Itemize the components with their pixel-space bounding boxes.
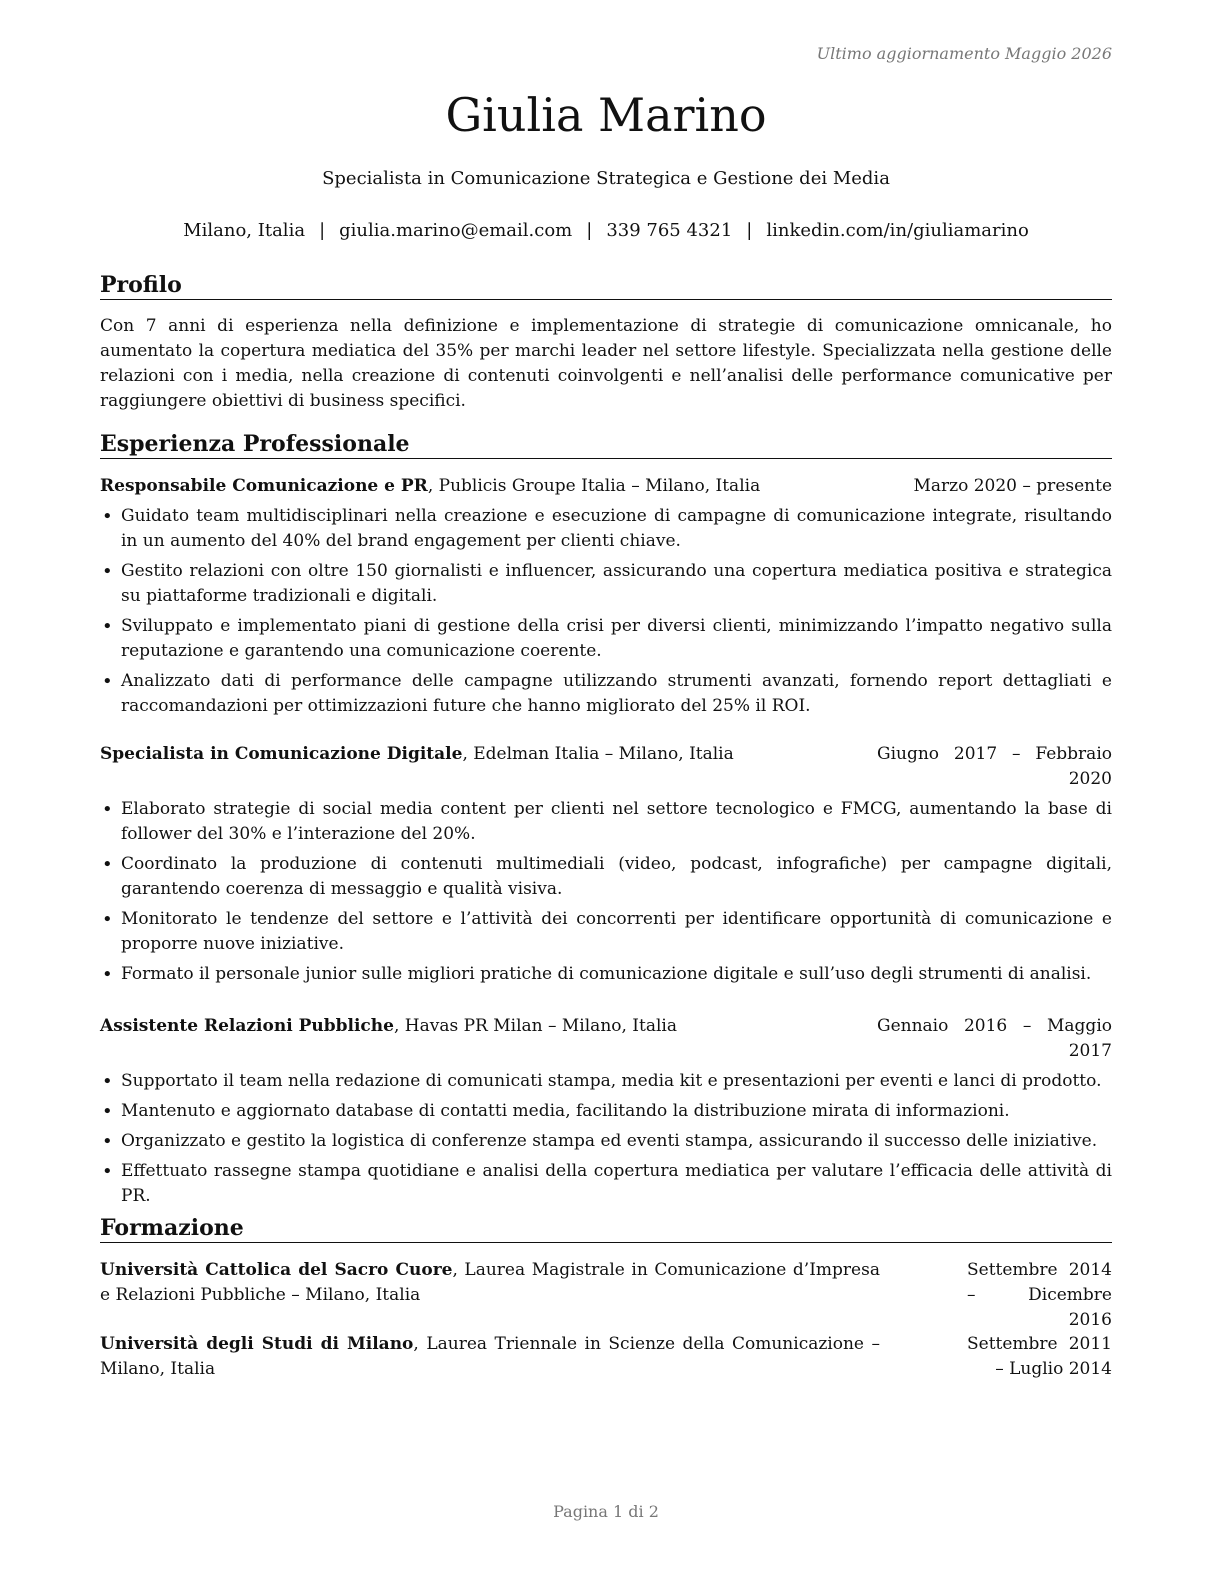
job-bullets	[100, 797, 1112, 992]
job-company: , Havas PR Milan – Milano, Italia	[393, 1016, 678, 1036]
job-company: , Edelman Italia – Milano, Italia	[462, 744, 734, 764]
contact-separator: |	[746, 220, 753, 241]
list-item: • Organizzato e gestito la logistica di conferenze stampa ed eventi stampa, assicurando il successo delle iniziative.	[100, 1129, 1112, 1154]
contact-email[interactable]: giulia.marino@email.com	[339, 220, 573, 241]
list-item: • Monitorato le tendenze del settore e l’attività dei concorrenti per identificare opportunità di comunicazione e proporre nuove iniziative.	[100, 907, 1112, 957]
contact-phone[interactable]: 339 765 4321	[606, 220, 733, 241]
page-number: Pagina 1 di 2	[553, 1502, 659, 1521]
education-dates: Settembre 2011 – Luglio 2014	[967, 1334, 1112, 1379]
job-role: Specialista in Comunicazione Digitale	[100, 744, 463, 764]
candidate-subtitle: Specialista in Comunicazione Strategica e Gestione dei Media	[322, 168, 890, 189]
list-item: • Supportato il team nella redazione di comunicati stampa, media kit e presentazioni per eventi e lanci di prodotto.	[100, 1069, 1112, 1094]
last-updated: Ultimo aggiornamento Maggio 2026	[816, 44, 1112, 63]
list-item: • Coordinato la produzione di contenuti multimediali (video, podcast, infografiche) per campagne digitali, garantendo coerenza di messaggio e qualità visiva.	[100, 852, 1112, 902]
list-item: • Guidato team multidisciplinari nella creazione e esecuzione di campagne di comunicazione integrate, risultando in un aumento del 40% del brand engagement per clienti chiave.	[100, 504, 1112, 554]
list-item: • Effettuato rassegne stampa quotidiane e analisi della copertura mediatica per valutare l’efficacia delle attività di PR.	[100, 1159, 1112, 1209]
candidate-name: Giulia Marino	[445, 88, 767, 142]
list-item: • Gestito relazioni con oltre 150 giornalisti e influencer, assicurando una copertura mediatica positiva e strategica su piattaforme tradizionali e digitali.	[100, 559, 1112, 609]
list-item: • Elaborato strategie di social media content per clienti nel settore tecnologico e FMCG, aumentando la base di follower del 30% e l’interazione del 20%.	[100, 797, 1112, 847]
education-school: Università Cattolica del Sacro Cuore	[100, 1260, 453, 1280]
job-role: Assistente Relazioni Pubbliche	[100, 1016, 394, 1036]
contact-separator: |	[586, 220, 593, 241]
job-bullets	[100, 504, 1112, 724]
resume-page	[100, 0, 1112, 1584]
contact-linkedin[interactable]: linkedin.com/in/giuliamarino	[766, 220, 1029, 241]
list-item: • Mantenuto e aggiornato database di contatti media, facilitando la distribuzione mirata di informazioni.	[100, 1099, 1112, 1124]
list-item: • Sviluppato e implementato piani di gestione della crisi per diversi clienti, minimizzando l’impatto negativo sulla reputazione e garantendo una comunicazione coerente.	[100, 614, 1112, 664]
section-title-education: Formazione	[100, 1215, 1112, 1243]
job-dates: Giugno 2017 – Febbraio 2020	[877, 744, 1112, 789]
education-dates: Settembre 2014 – Dicembre 2016	[967, 1260, 1112, 1330]
section-title-experience: Esperienza Professionale	[100, 431, 1112, 459]
list-item: • Analizzato dati di performance delle campagne utilizzando strumenti avanzati, fornendo report dettagliati e raccomandazioni per ottimizzazioni future che hanno migliorato del 25% il ROI.	[100, 669, 1112, 719]
job-bullets	[100, 1069, 1112, 1214]
job-dates: Marzo 2020 – presente	[913, 476, 1112, 496]
job-dates: Gennaio 2016 – Maggio 2017	[877, 1016, 1112, 1061]
education-school: Università degli Studi di Milano	[100, 1334, 414, 1354]
contact-separator: |	[319, 220, 326, 241]
contact-location: Milano, Italia	[183, 220, 306, 241]
job-role: Responsabile Comunicazione e PR	[100, 476, 428, 496]
job-company: , Publicis Groupe Italia – Milano, Italia	[427, 476, 761, 496]
education-detail: , Laurea Magistrale in Comunicazione d’Impresa e Relazioni Pubbliche – Milano, Italia	[100, 1260, 880, 1305]
section-title-profile: Profilo	[100, 272, 1112, 300]
list-item: • Formato il personale junior sulle migliori pratiche di comunicazione digitale e sull’uso degli strumenti di analisi.	[100, 962, 1112, 987]
contact-line	[100, 220, 1112, 241]
education-detail: , Laurea Triennale in Scienze della Comunicazione – Milano, Italia	[100, 1334, 880, 1379]
profile-text: Con 7 anni di esperienza nella definizione e implementazione di strategie di comunicazione omnicanale, ho aumentato la copertura mediatica del 35% per marchi leader nel settore lifestyle. Specializzata nella gestione delle relazioni con i media, nella creazione di contenuti coinvolgenti e nell’analisi delle performance comunicative per raggiungere obiettivi di business specifici.	[100, 316, 1112, 411]
